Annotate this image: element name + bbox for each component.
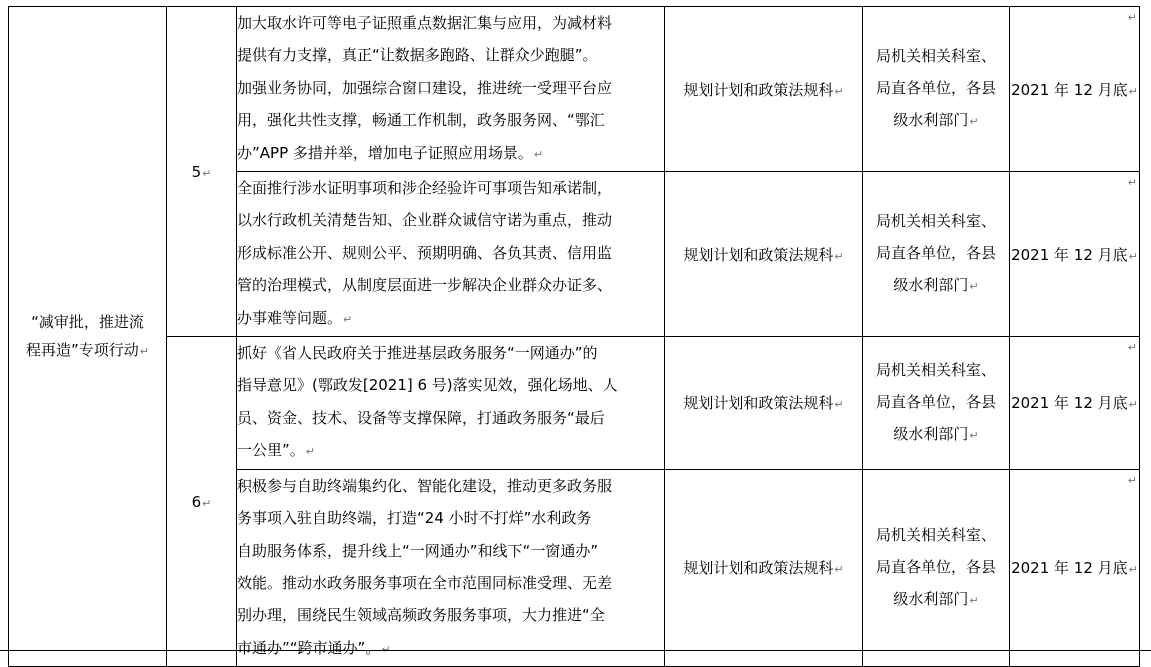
task-description xyxy=(237,469,665,666)
task-description xyxy=(237,172,665,337)
cooperating-units: 局机关相关科室、 局直各单位，各县 级水利部门↵ xyxy=(863,7,1010,172)
paragraph-mark-icon: ↵ xyxy=(202,166,212,180)
paragraph-mark-icon: ↵ xyxy=(969,428,979,442)
deadline: ↵ 2021 年 12 月底↵ xyxy=(1010,7,1140,172)
text-line: 加大取水许可等电子证照重点数据汇集与应用，为减材料 xyxy=(237,14,613,32)
paragraph-mark-icon: ↵ xyxy=(381,642,391,656)
text-line: 加强业务协同，加强综合窗口建设，推进统一受理平台应 xyxy=(237,78,613,97)
paragraph-mark-icon: ↵ xyxy=(533,147,544,161)
paragraph-mark-icon: ↵ xyxy=(343,312,353,326)
text-line: 积极参与自助终端集约化、智能化建设，推动更多政务服 xyxy=(237,476,613,495)
responsible-dept: 规划计划和政策法规科↵ xyxy=(665,337,863,470)
text-line: 用，强化共性支撑，畅通工作机制，政务服务网、“鄂汇 xyxy=(237,111,605,130)
text-line: 员、资金、技术、设备等支撑保障，打通政务服务“最后 xyxy=(237,408,605,427)
text-line: 管的治理模式，从制度层面进一步解决企业群众办证多、 xyxy=(237,276,613,295)
text-line: 效能。推动水政务服务事项在全市范围同标准受理、无差 xyxy=(237,573,613,592)
responsible-dept: 规划计划和政策法规科↵ xyxy=(665,172,863,337)
paragraph-mark-icon: ↵ xyxy=(969,280,979,294)
paragraph-mark-icon: ↵ xyxy=(1128,398,1138,412)
text-line: 一公里”。 xyxy=(237,441,305,460)
text-line: 办”APP 多措并举，增加电子证照应用场景。 xyxy=(237,143,533,162)
cooperating-units: 局机关相关科室、 局直各单位，各县 级水利部门↵ xyxy=(863,337,1010,470)
text-line: 以水行政机关清楚告知、企业群众诚信守诺为重点，推动 xyxy=(237,211,613,230)
text-line: 务事项入驻自助终端，打造“24 小时不打烊”水利政务 xyxy=(237,509,592,528)
paragraph-mark-icon: ↵ xyxy=(834,563,844,577)
deadline: ↵ 2021 年 12 月底↵ xyxy=(1010,337,1140,470)
cell-end-mark-icon: ↵ xyxy=(1127,176,1137,190)
text-line: 办事难等问题。 xyxy=(237,308,343,327)
text-line: 别办理，围绕民生领域高频政务服务事项，大力推进“全 xyxy=(237,606,605,625)
paragraph-mark-icon: ↵ xyxy=(969,593,979,607)
section-title xyxy=(9,7,167,667)
text-line: 全面推行涉水证明事项和涉企经验许可事项告知承诺制， xyxy=(237,179,613,198)
deadline: ↵ 2021 年 12 月底↵ xyxy=(1010,172,1140,337)
text-line: 自助服务体系，提升线上“一网通办”和线下“一窗通办” xyxy=(237,541,599,560)
text-line: 指导意见》(鄂政发[2021] 6 号)落实见效，强化场地、人 xyxy=(237,376,618,395)
paragraph-mark-icon: ↵ xyxy=(1128,84,1138,98)
task-table xyxy=(8,6,1140,667)
paragraph-mark-icon: ↵ xyxy=(834,84,844,98)
item-number: 6↵ xyxy=(167,337,237,667)
section-title-line: “减审批，推进流 xyxy=(31,312,144,331)
cell-end-mark-icon: ↵ xyxy=(1127,11,1137,24)
task-description xyxy=(237,337,665,470)
deadline: ↵ 2021 年 12 月底↵ xyxy=(1010,469,1140,666)
item-number: 5↵ xyxy=(167,7,237,337)
cell-end-mark-icon: ↵ xyxy=(1127,341,1137,355)
cooperating-units: 局机关相关科室、 局直各单位，各县 级水利部门↵ xyxy=(863,469,1010,666)
table-row xyxy=(9,7,1140,172)
responsible-dept: 规划计划和政策法规科↵ xyxy=(665,7,863,172)
page-bottom-rule xyxy=(0,650,1151,651)
paragraph-mark-icon: ↵ xyxy=(1128,249,1138,263)
paragraph-mark-icon: ↵ xyxy=(305,445,315,459)
task-description xyxy=(237,7,665,172)
table-row xyxy=(9,337,1140,470)
text-line: 抓好《省人民政府关于推进基层政务服务“一网通办”的 xyxy=(237,344,598,363)
text-line: 市通办”“跨市通办”。 xyxy=(237,638,381,657)
cell-end-mark-icon: ↵ xyxy=(1127,473,1137,487)
paragraph-mark-icon: ↵ xyxy=(139,344,149,358)
cooperating-units: 局机关相关科室、 局直各单位，各县 级水利部门↵ xyxy=(863,172,1010,337)
paragraph-mark-icon: ↵ xyxy=(1128,563,1138,577)
paragraph-mark-icon: ↵ xyxy=(834,398,844,412)
section-title-line: 程再造”专项行动 xyxy=(26,340,139,359)
paragraph-mark-icon: ↵ xyxy=(202,496,212,510)
text-line: 形成标准公开、规则公平、预期明确、各负其责、信用监 xyxy=(237,243,613,262)
paragraph-mark-icon: ↵ xyxy=(834,249,844,263)
paragraph-mark-icon: ↵ xyxy=(969,115,979,129)
responsible-dept: 规划计划和政策法规科↵ xyxy=(665,469,863,666)
text-line: 提供有力支撑，真正“让数据多跑路、让群众少跑腿”。 xyxy=(237,46,598,65)
